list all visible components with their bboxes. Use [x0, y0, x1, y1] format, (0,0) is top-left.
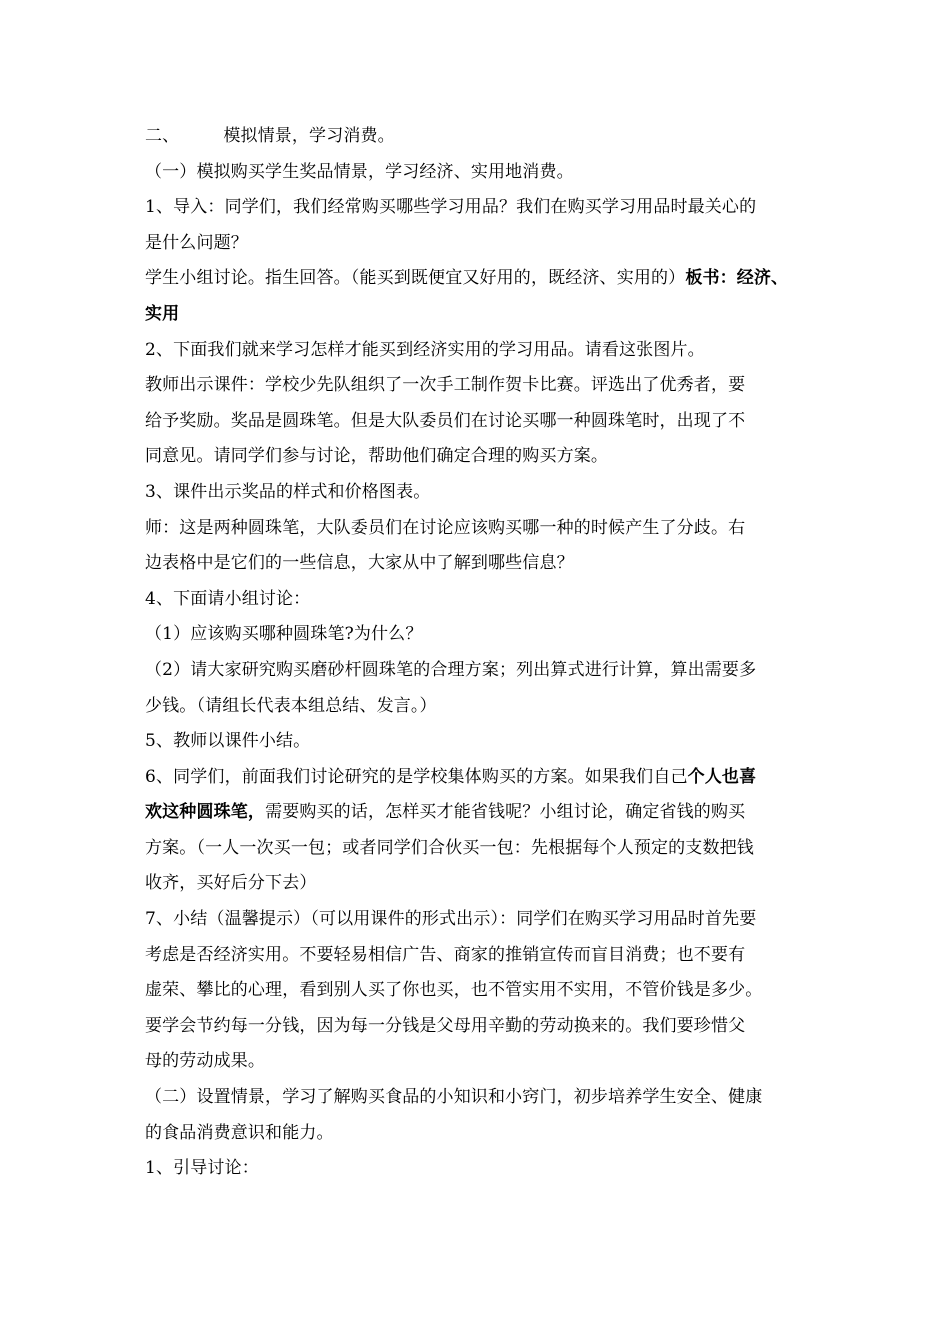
paragraph-line	[145, 368, 830, 404]
paragraph-line	[145, 653, 830, 689]
paragraph-line	[145, 1044, 830, 1080]
text-line: 方案。（一人一次买一包；或者同学们合伙买一包：先根据每个人预定的支数把钱	[145, 837, 754, 858]
paragraph-line	[145, 760, 830, 796]
bold-text: 个人也喜	[687, 766, 757, 787]
text-line: 边表格中是它们的一些信息，大家从中了解到哪些信息？	[145, 553, 574, 574]
text-line: 考虑是否经济实用。不要轻易相信广告、商家的推销宣传而盲目消费；也不要有	[145, 944, 746, 965]
section-number: 二、	[145, 126, 180, 146]
text-line: 需要购买的话，怎样买才能省钱呢？小组讨论，确定省钱的购买	[265, 802, 746, 823]
bold-text: 实用	[145, 303, 180, 324]
text-line: 收齐，买好后分下去）	[145, 873, 317, 894]
paragraph-line	[145, 439, 830, 475]
text-line: 教师出示课件：学校少先队组织了一次手工制作贺卡比赛。评选出了优秀者，要	[145, 375, 746, 396]
section-title: 模拟情景，学习消费。	[223, 126, 395, 146]
paragraph-line	[145, 333, 830, 369]
section-heading	[145, 119, 830, 155]
paragraph-line	[145, 1116, 830, 1152]
text-line: （一）模拟购买学生奖品情景，学习经济、实用地消费。	[145, 161, 574, 182]
paragraph-line	[145, 475, 830, 511]
paragraph-line	[145, 795, 830, 831]
paragraph-line	[145, 404, 830, 440]
paragraph-line	[145, 297, 830, 333]
text-line: 同意见。请同学们参与讨论，帮助他们确定合理的购买方案。	[145, 446, 609, 467]
text-line: 3、课件出示奖品的样式和价格图表。	[145, 481, 431, 502]
paragraph-line	[145, 938, 830, 974]
text-line: 虚荣、攀比的心理，看到别人买了你也买，也不管实用不实用，不管价钱是多少。	[145, 980, 763, 1001]
paragraph-line	[145, 617, 830, 653]
paragraph-line	[145, 1151, 830, 1187]
text-line: （二）设置情景，学习了解购买食品的小知识和小窍门，初步培养学生安全、健康	[145, 1087, 763, 1108]
text-line: 是什么问题？	[145, 232, 248, 253]
text-line: 6、同学们，前面我们讨论研究的是学校集体购买的方案。如果我们自己	[145, 766, 688, 787]
paragraph-line	[145, 1009, 830, 1045]
text-line: 母的劳动成果。	[145, 1051, 266, 1072]
paragraph-line	[145, 973, 830, 1009]
paragraph-line	[145, 689, 830, 725]
paragraph-line	[145, 582, 830, 618]
text-line: 的食品消费意识和能力。	[145, 1122, 334, 1143]
text-line: 7、小结（温馨提示）（可以用课件的形式出示）：同学们在购买学习用品时首先要	[145, 909, 757, 930]
subsection-heading	[145, 155, 830, 191]
text-line: 5、教师以课件小结。	[145, 731, 311, 752]
bold-text: 板书：经济、	[685, 268, 789, 289]
text-line: （2）请大家研究购买磨砂杆圆珠笔的合理方案；列出算式进行计算，算出需要多	[145, 659, 757, 680]
text-line: （1）应该购买哪种圆珠笔?为什么？	[145, 624, 423, 645]
subsection-heading	[145, 1080, 830, 1116]
paragraph-line	[145, 866, 830, 902]
bold-text: 欢这种圆珠笔，	[145, 802, 266, 823]
paragraph-line	[145, 831, 830, 867]
text-line: 4、下面请小组讨论：	[145, 588, 311, 609]
paragraph-line	[145, 902, 830, 938]
paragraph-line	[145, 511, 830, 547]
paragraph-line	[145, 261, 830, 297]
paragraph-line	[145, 546, 830, 582]
text-line: 要学会节约每一分钱，因为每一分钱是父母用辛勤的劳动换来的。我们要珍惜父	[145, 1015, 746, 1036]
text-line: 1、引导讨论：	[145, 1158, 259, 1179]
text-line: 给予奖励。奖品是圆珠笔。但是大队委员们在讨论买哪一种圆珠笔时，出现了不	[145, 410, 746, 431]
text-line: 学生小组讨论。指生回答。（能买到既便宜又好用的，既经济、实用的）	[145, 268, 686, 289]
paragraph-line	[145, 226, 830, 262]
text-line: 1、导入：同学们，我们经常购买哪些学习用品？我们在购买学习用品时最关心的	[145, 197, 757, 218]
text-line: 少钱。（请组长代表本组总结、发言。）	[145, 695, 437, 716]
paragraph-line	[145, 190, 830, 226]
text-line: 2、下面我们就来学习怎样才能买到经济实用的学习用品。请看这张图片。	[145, 339, 705, 360]
text-line: 师：这是两种圆珠笔，大队委员们在讨论应该购买哪一种的时候产生了分歧。右	[145, 517, 746, 538]
paragraph-line	[145, 724, 830, 760]
